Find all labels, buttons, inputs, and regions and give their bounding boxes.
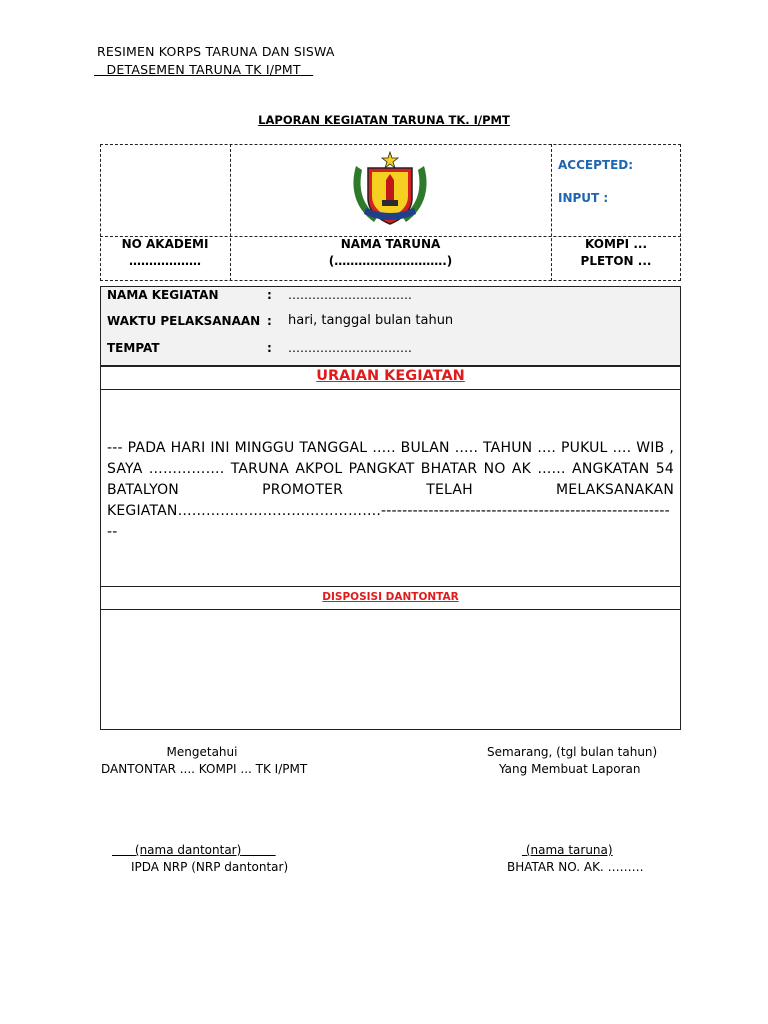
kompi-label: KOMPI ... — [584, 237, 647, 251]
accepted-label: ACCEPTED: — [558, 158, 634, 172]
info-value: …………………………. — [288, 288, 412, 302]
nama-taruna-value: (……………………….) — [328, 254, 453, 268]
no-akademi-label: NO AKADEMI — [121, 237, 209, 251]
sign-right-line1: Semarang, (tgl bulan tahun) — [487, 745, 658, 759]
disposisi-top-divider — [100, 586, 681, 587]
pleton-label: PLETON ... — [580, 254, 652, 268]
info-colon: : — [267, 341, 272, 355]
uraian-heading-divider — [100, 389, 681, 390]
uraian-text: --- PADA HARI INI MINGGU TANGGAL ….. BULAN ….. TAHUN …. PUKUL …. WIB , SAYA ……………. TARUNA AKPOL PANGKAT BHATAR NO AK …… ANGKATAN 54 BATALYON PROMOTER TELAH MELAKSANAKAN KEGIATAN…………………………………….--------------------------------------------------------- — [107, 440, 674, 540]
disposisi-heading: DISPOSISI DANTONTAR — [322, 591, 459, 603]
sign-left-nrp: IPDA NRP (NRP dantontar) — [131, 860, 289, 874]
police-academy-emblem-icon — [348, 146, 432, 230]
sign-right-line2: Yang Membuat Laporan — [499, 762, 641, 776]
sign-left-name — [112, 843, 276, 857]
info-label: TEMPAT — [107, 341, 160, 355]
info-label: NAMA KEGIATAN — [107, 288, 219, 302]
info-value: hari, tanggal bulan tahun — [288, 313, 454, 328]
uraian-heading: URAIAN KEGIATAN — [316, 368, 465, 384]
sign-left-line2: DANTONTAR .... KOMPI ... TK I/PMT — [101, 762, 308, 776]
info-colon: : — [267, 288, 272, 302]
info-value: …………………………. — [288, 341, 412, 355]
sign-left-line1: Mengetahui — [166, 745, 238, 759]
header-line-2 — [94, 62, 313, 77]
info-colon: : — [267, 314, 272, 328]
header-line-1: RESIMEN KORPS TARUNA DAN SISWA — [97, 44, 335, 59]
main-box — [100, 366, 681, 730]
header-line-2-text: DETASEMEN TARUNA TK I/PMT — [106, 62, 301, 77]
report-title: LAPORAN KEGIATAN TARUNA TK. I/PMT — [258, 113, 510, 127]
sign-right-nrp: BHATAR NO. AK. ……… — [507, 860, 644, 874]
disposisi-heading-divider — [100, 609, 681, 610]
sign-right-name — [522, 843, 613, 857]
info-label: WAKTU PELAKSANAAN — [107, 314, 261, 328]
sign-left-name-text: (nama dantontar) — [134, 843, 242, 857]
no-akademi-value: ……………… — [129, 254, 201, 268]
input-label: INPUT : — [558, 191, 609, 205]
sign-right-name-text: (nama taruna) — [525, 843, 613, 857]
nama-taruna-label: NAMA TARUNA — [340, 237, 441, 251]
